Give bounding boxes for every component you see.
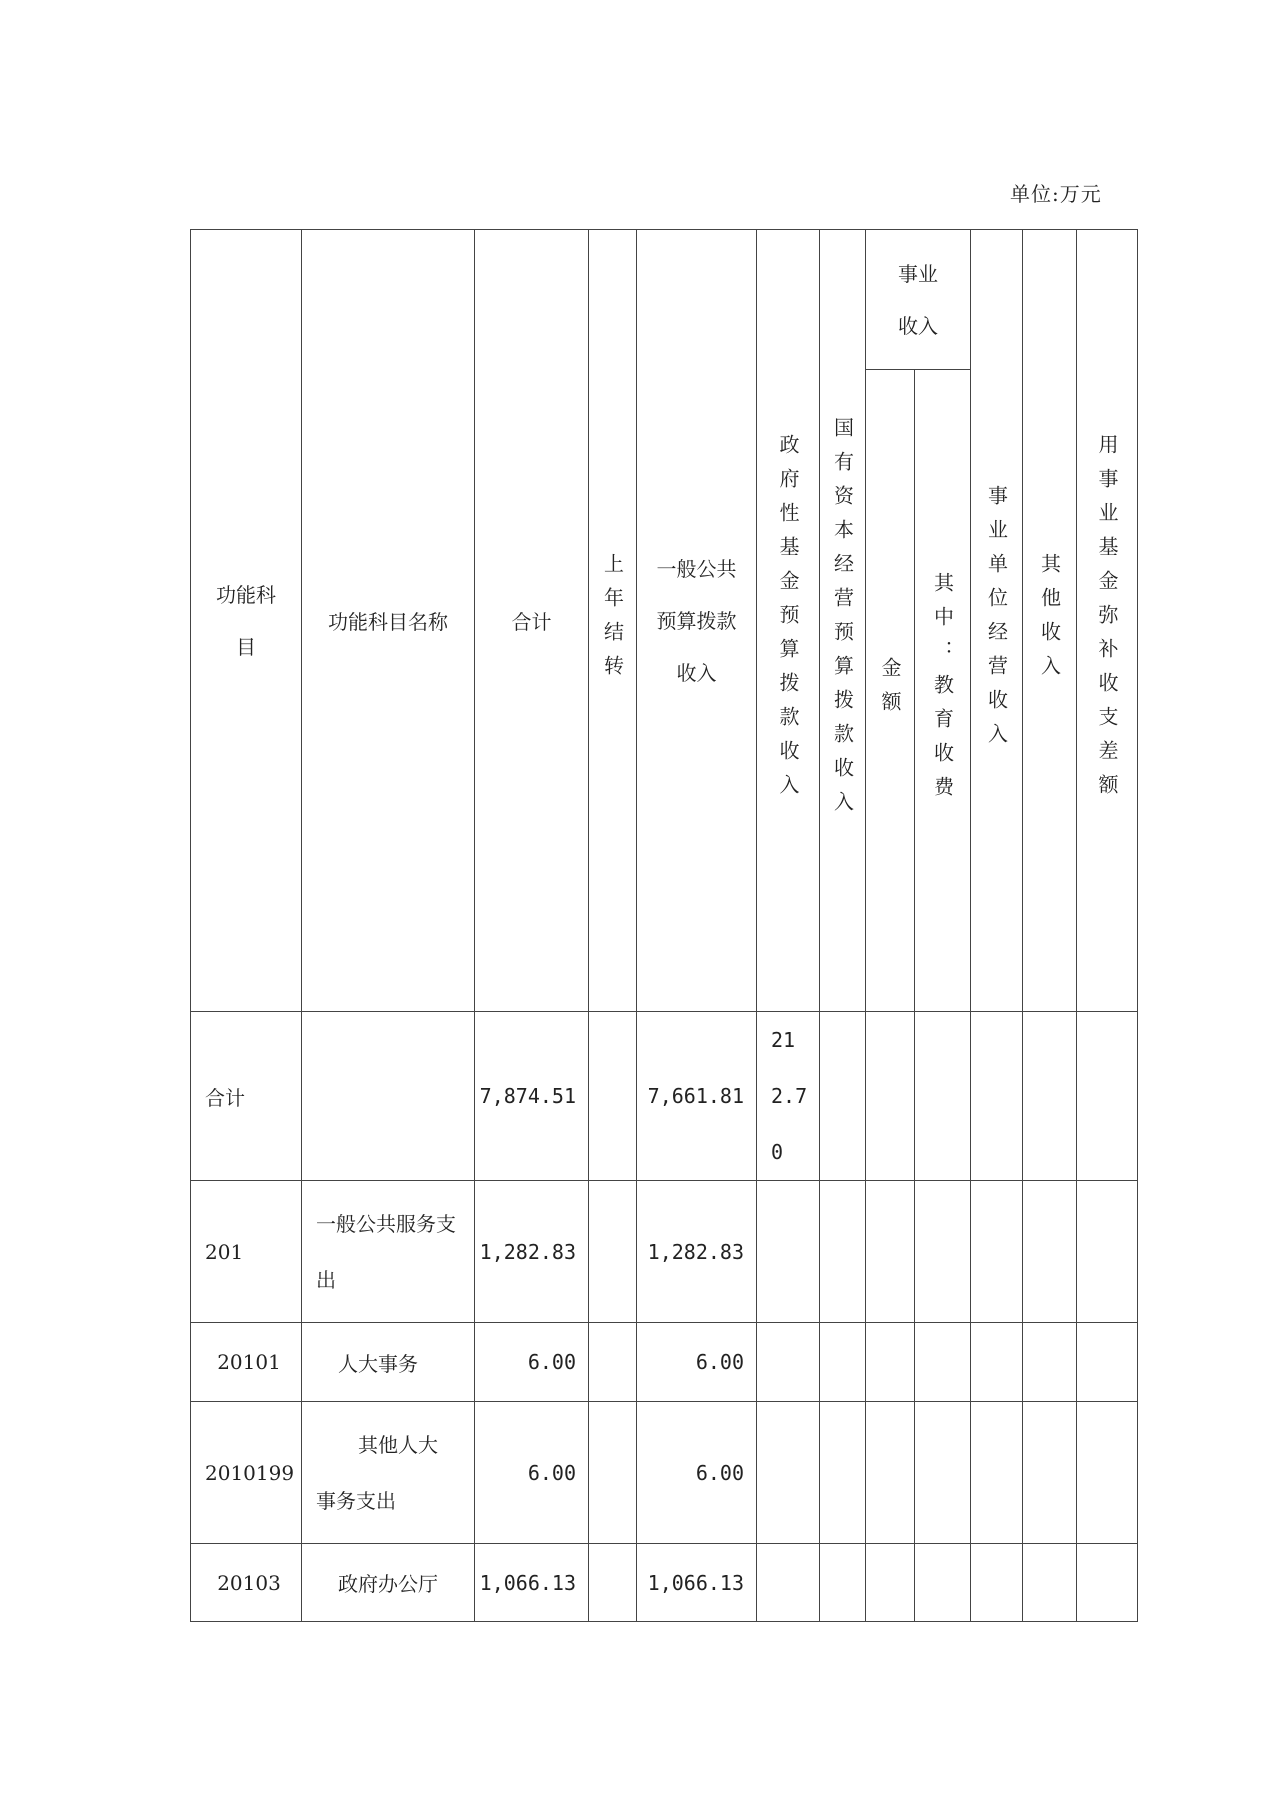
header-unit-operating: 事业单位经营收入: [971, 230, 1023, 1012]
row-carryover: [589, 1402, 637, 1544]
header-business-income: 事业收入: [866, 230, 971, 370]
header-other-income: 其他收入: [1023, 230, 1077, 1012]
row-carryover: [589, 1544, 637, 1622]
table-row: [191, 1402, 1138, 1544]
header-fund-offset: 用事业基金弥补收支差额: [1077, 230, 1138, 1012]
header-carryover: 上年结转: [589, 230, 637, 1012]
row-name: 其他人大事务支出: [302, 1402, 475, 1544]
row-gov-fund: [757, 1544, 820, 1622]
row-name: 政府办公厅: [302, 1544, 475, 1622]
row-general: 6.00: [637, 1402, 757, 1544]
budget-table: [190, 229, 1138, 1622]
row-carryover: [589, 1181, 637, 1323]
row-total: 1,282.83: [475, 1181, 589, 1323]
table-row: [191, 1544, 1138, 1622]
header-general-budget: 一般公共预算拨款收入: [637, 230, 757, 1012]
row-general: 1,066.13: [637, 1544, 757, 1622]
row-general: 7,661.81: [637, 1012, 757, 1181]
row-code: 20101: [191, 1323, 302, 1402]
header-name: 功能科目名称: [302, 230, 475, 1012]
header-state-capital: 国有资本经营预算拨款收入: [820, 230, 866, 1012]
table-row: [191, 1012, 1138, 1181]
row-gov-fund: [757, 1402, 820, 1544]
row-gov-fund: [757, 1323, 820, 1402]
row-total: 7,874.51: [475, 1012, 589, 1181]
table-row: [191, 1323, 1138, 1402]
row-name: 人大事务: [302, 1323, 475, 1402]
header-gov-fund: 政府性基金预算拨款收入: [757, 230, 820, 1012]
row-general: 6.00: [637, 1323, 757, 1402]
header-business-amount: 金额: [866, 370, 915, 1012]
row-carryover: [589, 1323, 637, 1402]
row-gov-fund: [757, 1181, 820, 1323]
row-code: 2010199: [191, 1402, 302, 1544]
header-total: 合计: [475, 230, 589, 1012]
row-total: 1,066.13: [475, 1544, 589, 1622]
unit-label: 单位:万元: [1010, 182, 1102, 206]
row-code: 201: [191, 1181, 302, 1323]
row-total: 6.00: [475, 1323, 589, 1402]
table-row: [191, 1181, 1138, 1323]
row-name: 一般公共服务支出: [302, 1181, 475, 1323]
row-code: 20103: [191, 1544, 302, 1622]
row-total: 6.00: [475, 1402, 589, 1544]
row-general: 1,282.83: [637, 1181, 757, 1323]
header-business-edu: 其中：教育收费: [915, 370, 971, 1012]
row-code: 合计: [191, 1012, 302, 1181]
row-carryover: [589, 1012, 637, 1181]
header-code: 功能科目: [191, 230, 302, 1012]
row-gov-fund: 212.70: [757, 1012, 820, 1181]
row-name: [302, 1012, 475, 1181]
